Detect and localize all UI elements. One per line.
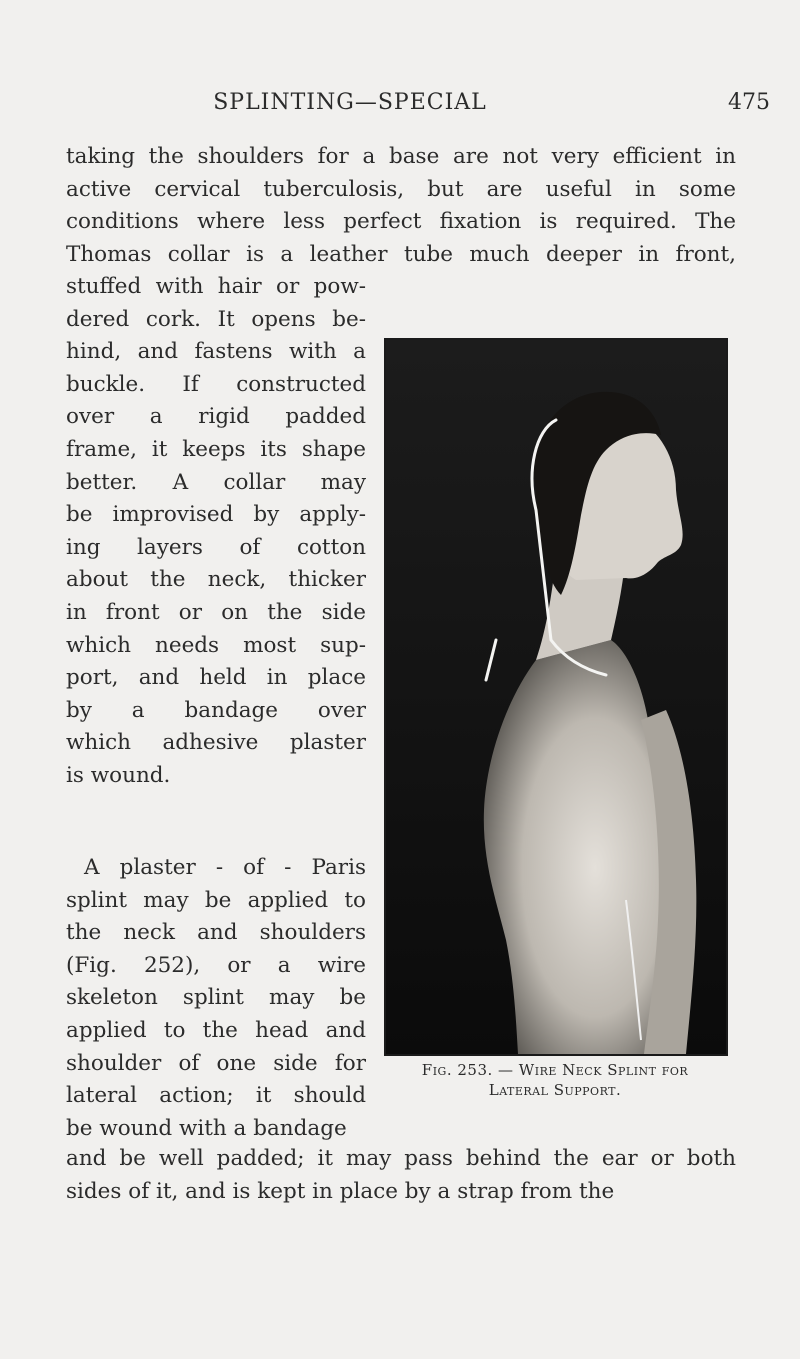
text-line: skeleton splint may be <box>66 985 366 1011</box>
paragraph-side <box>66 271 366 793</box>
text-line: stuffed with hair or pow- <box>66 274 366 299</box>
caption-line-1: Fig. 253. — Wire Neck Splint for <box>421 1061 689 1079</box>
text-line: and be well padded; it may pass behind the ear or both <box>66 1146 736 1171</box>
text-line: by a bandage over <box>66 697 366 723</box>
text-line: port, and held in place <box>66 665 366 691</box>
text-line: the neck and shoulders <box>66 920 366 946</box>
page-header <box>120 90 770 120</box>
text-line: which adhesive plaster <box>66 730 366 756</box>
text-line: (Fig. 252), or a wire <box>66 952 366 978</box>
text-line: be wound with a bandage <box>66 1115 347 1141</box>
text-line: active cervical tuberculosis, but are useful in some <box>66 176 736 202</box>
text-line: Thomas collar is a leather tube much deeper in front, <box>66 241 736 267</box>
paragraph-second <box>66 852 366 1145</box>
text-line: sides of it, and is kept in place by a strap from the <box>66 1178 615 1204</box>
text-line: lateral action; it should <box>66 1083 366 1109</box>
wire-neck-splint-illustration <box>386 340 726 1054</box>
text-line: be improvised by apply- <box>66 502 366 528</box>
text-line: taking the shoulders for a base are not very efficient in <box>66 144 736 169</box>
text-line: shoulder of one side for <box>66 1050 366 1076</box>
running-head: SPLINTING—SPECIAL <box>213 90 487 115</box>
text-line: about the neck, thicker <box>66 567 366 593</box>
text-line: frame, it keeps its shape <box>66 436 366 462</box>
figure-caption <box>380 1060 730 1100</box>
text-line: which needs most sup- <box>66 632 366 658</box>
text-line: hind, and fastens with a <box>66 339 366 365</box>
paragraph-bottom <box>66 1143 736 1208</box>
text-line: applied to the head and <box>66 1017 366 1043</box>
text-line: splint may be applied to <box>66 887 366 913</box>
text-line: dered cork. It opens be- <box>66 306 366 332</box>
text-line: over a rigid padded <box>66 404 366 430</box>
text-line: conditions where less perfect fixation is required. The <box>66 209 736 235</box>
text-line: is wound. <box>66 762 171 788</box>
text-line: better. A collar may <box>66 469 366 495</box>
text-line: ing layers of cotton <box>66 534 366 560</box>
caption-line-2: Lateral Support. <box>488 1081 622 1099</box>
figure-photograph <box>384 338 728 1056</box>
text-line: in front or on the side <box>66 599 366 625</box>
paragraph-top <box>66 141 736 271</box>
page-number: 475 <box>728 90 770 115</box>
text-line: buckle. If constructed <box>66 371 366 397</box>
text-line: A plaster - of - Paris <box>84 855 366 880</box>
